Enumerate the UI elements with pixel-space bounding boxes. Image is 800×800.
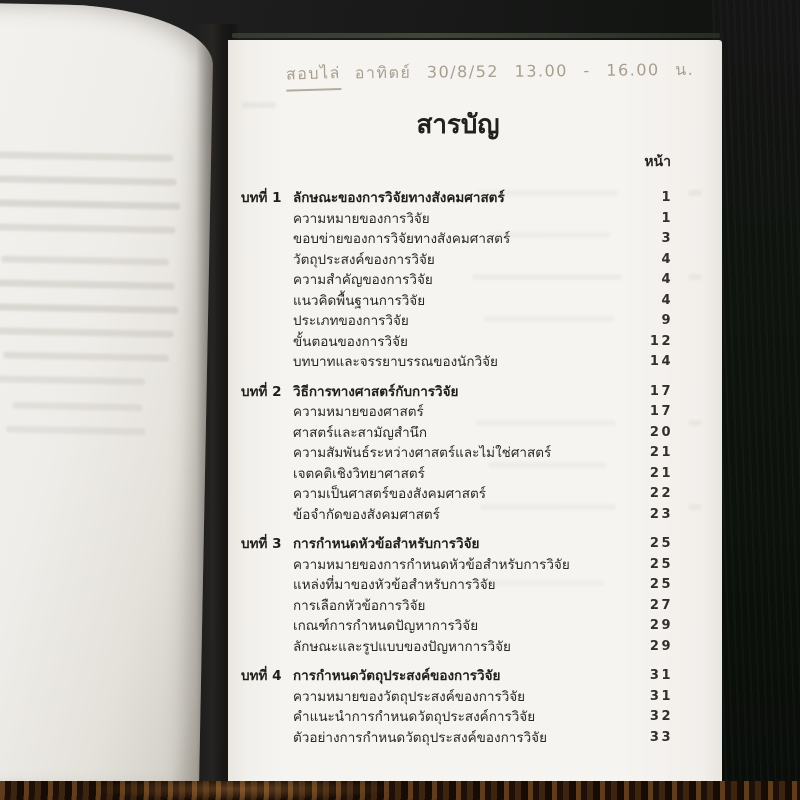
ghost-line [490, 232, 610, 238]
toc-chapter-label [241, 270, 293, 291]
toc-page-number: 25 [649, 556, 673, 572]
toc-page-number: 4 [661, 272, 673, 287]
ghost-line [688, 504, 702, 510]
toc-page-number: 33 [649, 729, 673, 745]
toc-chapter-title: การกำหนดวัตถุประสงค์ของการวิจัย [293, 668, 501, 684]
ghost-line [688, 190, 702, 196]
toc-item-text: ความสำคัญของการวิจัย [293, 272, 433, 288]
toc-page-number: 9 [661, 313, 673, 328]
toc-list [241, 152, 671, 748]
toc-page-number: 23 [649, 506, 673, 522]
toc-item-row [241, 352, 671, 373]
toc-item-row [241, 555, 671, 576]
page-title: สารบัญ [416, 110, 500, 140]
toc-item-text: ประเภทของการวิจัย [293, 313, 409, 329]
toc-page-number: 14 [649, 354, 673, 369]
toc-page-number: 31 [649, 668, 673, 683]
toc-item-row [241, 484, 671, 505]
toc-chapter-row [241, 534, 671, 555]
toc-page-number: 17 [649, 404, 673, 419]
toc-page-number: 29 [649, 618, 673, 633]
toc-page-number: 3 [661, 231, 673, 246]
handwriting-subject: สอบไล่ [286, 61, 342, 92]
ghost-line [688, 274, 702, 280]
toc-chapter-label [241, 728, 293, 749]
toc-item-row [241, 596, 671, 617]
toc-page-number: 21 [649, 465, 673, 481]
toc-item-text: ความหมายของการวิจัย [293, 210, 430, 227]
toc-item-text: ขั้นตอนของการวิจัย [293, 333, 408, 350]
toc-page-number: 25 [649, 577, 673, 592]
toc-page-number: 29 [649, 638, 673, 654]
toc-chapter-label: บทที่ 2 [241, 383, 282, 400]
toc-item-text: ความสัมพันธ์ระหว่างศาสตร์และไม่ใช่ศาสตร์ [293, 445, 552, 461]
ghost-line [0, 175, 177, 186]
ghost-line [476, 420, 616, 426]
ghost-line [1, 255, 169, 265]
toc-chapter-label [241, 505, 293, 526]
ghost-line [0, 199, 180, 210]
toc-chapter-label [241, 464, 293, 485]
page-column-header: หน้า [644, 154, 671, 170]
ghost-line [0, 279, 175, 290]
toc-item-row [241, 637, 671, 658]
ghost-line [3, 352, 169, 362]
toc-page-number: 1 [661, 190, 673, 205]
ghost-line [472, 274, 622, 280]
toc-item-row [241, 687, 671, 708]
ghost-line [0, 223, 176, 234]
toc-page-number: 4 [661, 251, 673, 267]
toc-chapter-row [241, 382, 671, 403]
ghost-line [0, 151, 173, 161]
ghost-line [484, 316, 614, 322]
toc-item-row [241, 707, 671, 728]
toc-page-number: 4 [661, 292, 673, 308]
toc-item-row [241, 291, 671, 312]
toc-chapter-label [241, 402, 293, 423]
toc-item-text: คำแนะนำการกำหนดวัตถุประสงค์การวิจัย [293, 709, 536, 725]
ghost-line [688, 420, 702, 426]
toc-item-text: ความเป็นศาสตร์ของสังคมศาสตร์ [293, 486, 487, 502]
toc-chapter [241, 188, 671, 373]
toc-chapter-label [241, 229, 293, 250]
toc-page-number: 25 [649, 536, 673, 551]
toc-chapter [241, 666, 671, 748]
toc-chapter-label [241, 352, 293, 373]
toc-item-text: ขอบข่ายของการวิจัยทางสังคมศาสตร์ [293, 231, 511, 247]
toc-chapter-label: บทที่ 4 [241, 668, 282, 684]
toc-item-text: แนวคิดพื้นฐานการวิจัย [293, 292, 426, 309]
toc-item-text: ความหมายของวัตถุประสงค์ของการวิจัย [293, 688, 526, 705]
toc-item-text: ศาสตร์และสามัญสำนึก [293, 424, 428, 441]
toc-page-number: 22 [649, 486, 673, 501]
toc-chapter-label: บทที่ 3 [241, 536, 282, 552]
ghost-text-left [0, 3, 214, 7]
toc-chapter-label: บทที่ 1 [241, 190, 282, 206]
handwriting-details: อาทิตย์ 30/8/52 13.00 - 16.00 น. [354, 59, 695, 83]
toc-item-row [241, 209, 671, 230]
toc-page-number: 27 [649, 597, 673, 613]
toc-chapter-label [241, 484, 293, 505]
toc-chapter-title: ลักษณะของการวิจัยทางสังคมศาสตร์ [293, 190, 505, 206]
toc-item-row [241, 250, 671, 271]
toc-chapter-label [241, 332, 293, 353]
toc-item-text: วัตถุประสงค์ของการวิจัย [293, 251, 435, 268]
toc-chapter-label [241, 596, 293, 617]
spine-edge [232, 33, 720, 38]
toc-chapter-label [241, 250, 293, 271]
toc-item-row [241, 332, 671, 353]
ghost-line [478, 190, 618, 196]
ghost-line [6, 426, 146, 436]
toc-page-number: 32 [649, 709, 673, 724]
handwriting-note [285, 58, 695, 91]
ghost-line [0, 303, 178, 314]
toc-item-text: ความหมายของศาสตร์ [293, 404, 424, 420]
toc-chapter-label [241, 687, 293, 708]
ghost-line [488, 462, 606, 468]
toc-chapter-label [241, 209, 293, 230]
table-wood-strip [0, 781, 800, 800]
ghost-line [242, 102, 276, 108]
toc-chapter-label [241, 555, 293, 576]
toc-page-number: 31 [649, 688, 673, 704]
toc-chapter-title: วิธีการทางศาสตร์กับการวิจัย [293, 383, 459, 400]
toc-page-number: 20 [649, 424, 673, 440]
toc-chapter-label [241, 423, 293, 444]
toc-chapter-label [241, 443, 293, 464]
toc-item-text: ความหมายของการกำหนดหัวข้อสำหรับการวิจัย [293, 556, 570, 573]
toc-chapter-label [241, 637, 293, 658]
toc-chapter [241, 534, 671, 657]
ghost-line [0, 375, 145, 385]
toc-chapter-label [241, 291, 293, 312]
toc-item-text: แหล่งที่มาของหัวข้อสำหรับการวิจัย [293, 577, 496, 593]
toc-item-text: บทบาทและจรรยาบรรณของนักวิจัย [293, 354, 498, 370]
toc-page-number: 21 [649, 445, 673, 460]
toc-chapter-row [241, 666, 671, 687]
toc-item-row [241, 575, 671, 596]
table-surface-right [712, 0, 800, 800]
toc-item-text: ข้อจำกัดของสังคมศาสตร์ [293, 506, 440, 523]
toc-chapter-label [241, 616, 293, 637]
toc-chapter-label [241, 311, 293, 332]
toc-chapter-title: การกำหนดหัวข้อสำหรับการวิจัย [293, 536, 480, 552]
toc-item-row [241, 464, 671, 485]
toc-page-number: 17 [649, 383, 673, 399]
contents-page [228, 40, 722, 783]
toc-page-number: 1 [661, 210, 673, 226]
ghost-line [0, 327, 174, 338]
toc-item-text: เกณฑ์การกำหนดปัญหาการวิจัย [293, 618, 479, 634]
toc-item-row [241, 443, 671, 464]
toc-item-text: การเลือกหัวข้อการวิจัย [293, 597, 426, 614]
toc-item-text: ลักษณะและรูปแบบของปัญหาการวิจัย [293, 638, 511, 655]
ghost-line [480, 504, 616, 510]
ghost-line [12, 402, 142, 411]
toc-item-row [241, 616, 671, 637]
toc-item-text: เจตคติเชิงวิทยาศาสตร์ [293, 465, 425, 482]
toc-chapter-label [241, 707, 293, 728]
left-page [0, 3, 214, 797]
toc-page-number: 12 [649, 333, 673, 349]
toc-chapter-label [241, 575, 293, 596]
toc-item-row [241, 728, 671, 749]
ghost-line [484, 580, 604, 586]
toc-item-text: ตัวอย่างการกำหนดวัตถุประสงค์ของการวิจัย [293, 729, 547, 746]
